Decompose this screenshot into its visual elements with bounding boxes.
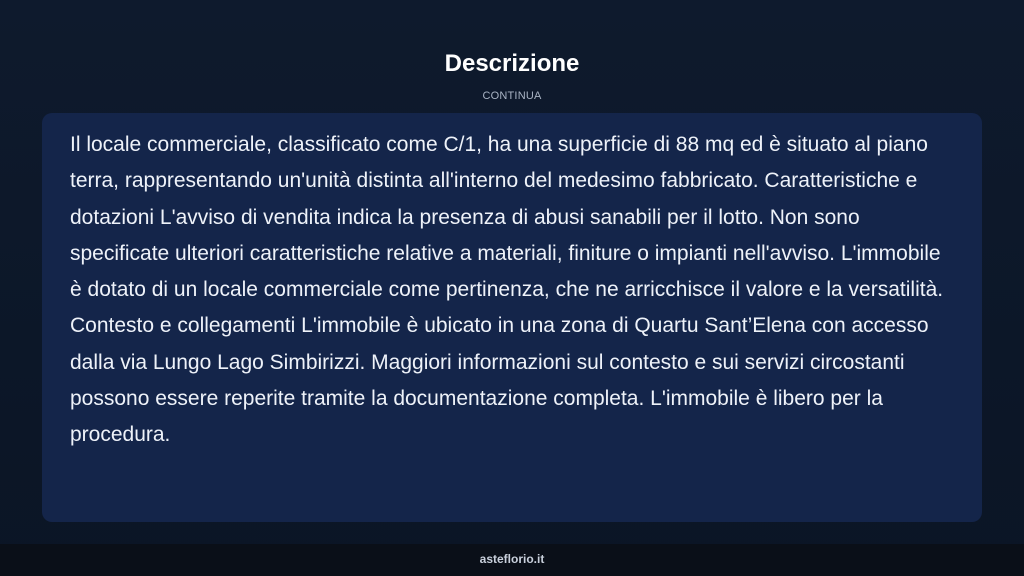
description-text: Il locale commerciale, classificato come C/1, ha una superficie di 88 mq ed è situato al piano terra, rappresentando un'unità distinta all'interno del medesimo fabbricato. Caratteristiche e dotazioni L'avviso di vendita indica la presenza di abusi sanabili per il lotto. Non sono specificate ulteriori caratteristiche relative a materiali, finiture o impianti nell'avviso. L'immobile è dotato di un locale commerciale come pertinenza, che ne arricchisce il valore e la versatilità. Contesto e collegamenti L'immobile è ubicato in una zona di Quartu Sant’Elena con accesso dalla via Lungo Lago Simbirizzi. Maggiori informazioni sul contesto e sui servizi circostanti possono essere reperite tramite la documentazione completa. L'immobile è libero per la procedura. [70,133,944,447]
footer-bar [0,544,1024,576]
page-title: Descrizione [444,50,580,77]
description-card [42,113,982,522]
footer-site-label: asteflorio.it [479,552,545,566]
continua-label: CONTINUA [482,90,542,102]
